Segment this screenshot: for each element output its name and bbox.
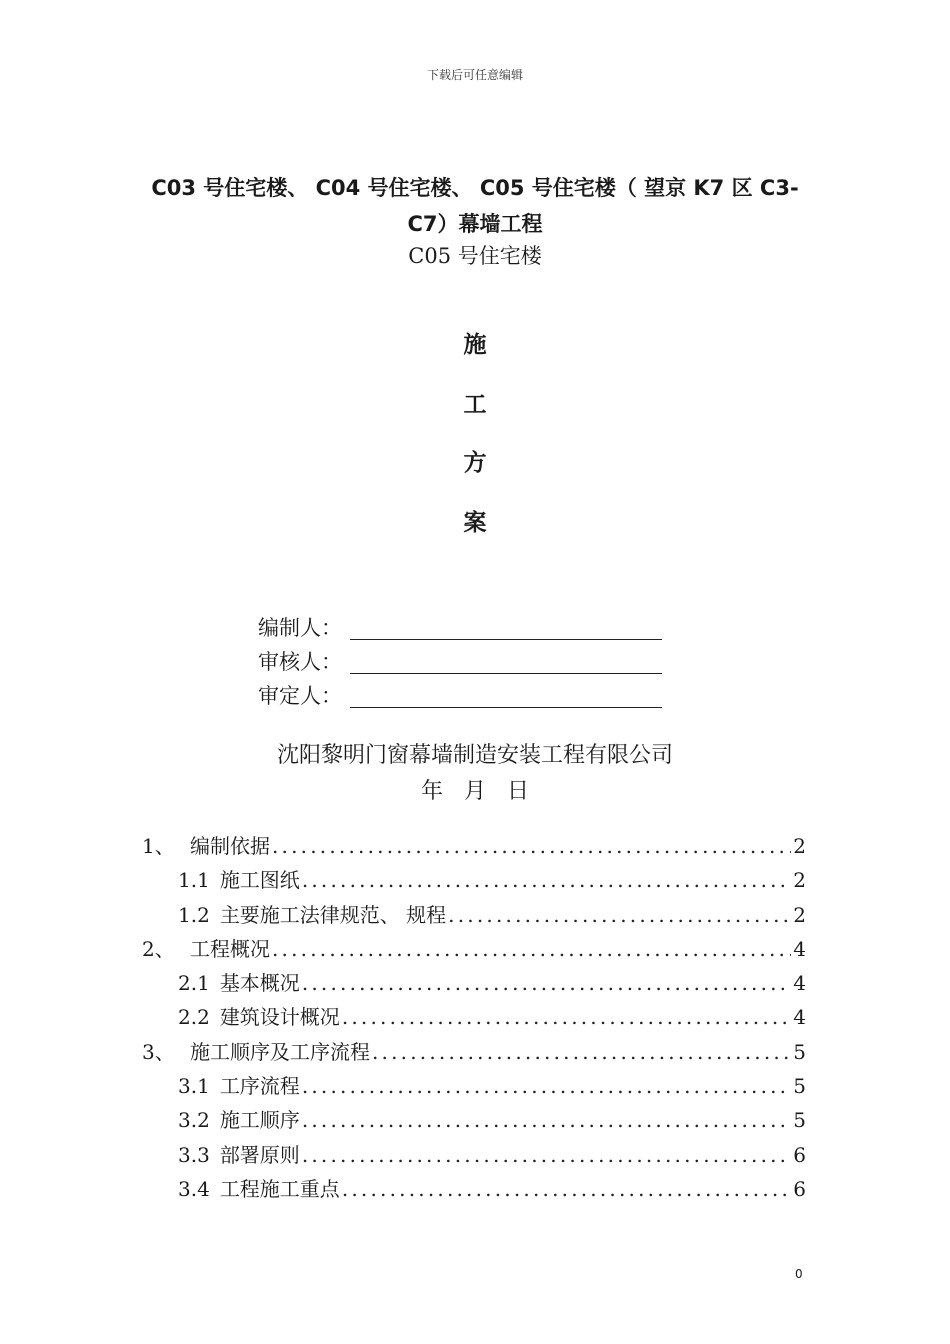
toc-title: 部署原则 — [219, 1142, 300, 1167]
toc-entry[interactable] — [142, 1139, 806, 1173]
toc-number: 1.1 — [178, 868, 210, 893]
toc-leader-dots — [302, 1074, 791, 1098]
document-subtitle: C05 号住宅楼 — [408, 244, 542, 268]
toc-page-number: 5 — [793, 1074, 806, 1099]
toc-number: 3、 — [142, 1039, 175, 1064]
toc-title: 主要施工法律规范、 规程 — [219, 902, 447, 927]
toc-title: 工程概况 — [190, 936, 270, 961]
toc-number: 1、 — [142, 834, 175, 858]
toc-leader-dots — [302, 1143, 791, 1167]
signature-label: 审核人： — [258, 650, 342, 674]
toc-title: 建筑设计概况 — [219, 1005, 340, 1030]
toc-page-number: 4 — [793, 971, 806, 996]
toc-leader-dots — [448, 903, 791, 927]
toc-entry[interactable] — [142, 967, 806, 1001]
toc-leader-dots — [302, 971, 791, 995]
toc-page-number: 6 — [793, 1142, 806, 1167]
document-title — [140, 170, 810, 242]
toc-number: 3.2 — [178, 1108, 210, 1133]
toc-number: 2.1 — [178, 971, 210, 996]
signature-line — [350, 615, 662, 640]
toc-page-number: 6 — [793, 1176, 806, 1201]
company-name: 沈阳黎明门窗幕墙制造安装工程有限公司 — [276, 743, 673, 768]
toc-page-number: 2 — [793, 868, 806, 893]
toc-page-number: 5 — [793, 1039, 806, 1064]
toc-number: 3.3 — [178, 1142, 210, 1167]
toc-page-number: 5 — [793, 1108, 806, 1133]
toc-title: 基本概况 — [219, 971, 300, 996]
toc-entry[interactable] — [142, 1036, 806, 1070]
toc-title: 工序流程 — [219, 1074, 300, 1099]
toc-entry[interactable] — [142, 1070, 806, 1104]
toc-entry[interactable] — [142, 1173, 806, 1207]
toc-number: 3.1 — [178, 1074, 210, 1099]
toc-title: 施工顺序及工序流程 — [190, 1039, 370, 1064]
toc-leader-dots — [302, 1108, 791, 1132]
title-line-1: C03 号住宅楼、 C04 号住宅楼、 C05 号住宅楼（ 望京 K7 区 C3- — [151, 176, 799, 200]
toc-leader-dots — [342, 1005, 791, 1029]
header-note: 下载后可任意编辑 — [426, 68, 523, 82]
toc-leader-dots — [302, 868, 791, 892]
toc-leader-dots — [342, 1177, 791, 1201]
signature-label: 编制人： — [258, 616, 342, 640]
toc-entry[interactable] — [142, 1001, 806, 1035]
toc-number: 2.2 — [178, 1005, 210, 1030]
toc-entry[interactable] — [142, 830, 806, 864]
vertical-title-char: 工 — [463, 392, 487, 418]
page-number: 0 — [795, 1267, 803, 1281]
signature-line — [350, 683, 662, 708]
toc-title: 施工图纸 — [219, 868, 300, 893]
toc-page-number: 4 — [793, 936, 806, 961]
signature-row-approver — [258, 680, 662, 710]
vertical-title-char: 案 — [463, 510, 487, 536]
signature-row-reviewer — [258, 646, 662, 676]
date-line: 年 月 日 — [421, 779, 529, 804]
toc-page-number: 4 — [793, 1005, 806, 1030]
vertical-title-char: 施 — [463, 332, 487, 358]
toc-number: 1.2 — [178, 902, 210, 927]
toc-title: 编制依据 — [190, 834, 270, 858]
toc-title: 工程施工重点 — [219, 1176, 340, 1201]
toc-entry[interactable] — [142, 899, 806, 933]
toc-number: 2、 — [142, 936, 175, 961]
toc-page-number: 2 — [793, 902, 806, 927]
toc-leader-dots — [272, 834, 791, 858]
table-of-contents — [142, 830, 806, 1207]
toc-entry[interactable] — [142, 1104, 806, 1138]
toc-leader-dots — [372, 1040, 791, 1064]
vertical-title-char: 方 — [463, 450, 487, 476]
signature-line — [350, 649, 662, 674]
toc-page-number: 2 — [793, 834, 806, 858]
toc-entry[interactable] — [142, 864, 806, 898]
title-line-2: C7）幕墙工程 — [407, 212, 543, 236]
toc-number: 3.4 — [178, 1176, 210, 1201]
signature-label: 审定人： — [258, 684, 342, 708]
toc-entry[interactable] — [142, 933, 806, 967]
toc-leader-dots — [272, 937, 791, 961]
signature-row-compiler — [258, 612, 662, 642]
toc-title: 施工顺序 — [219, 1108, 300, 1133]
